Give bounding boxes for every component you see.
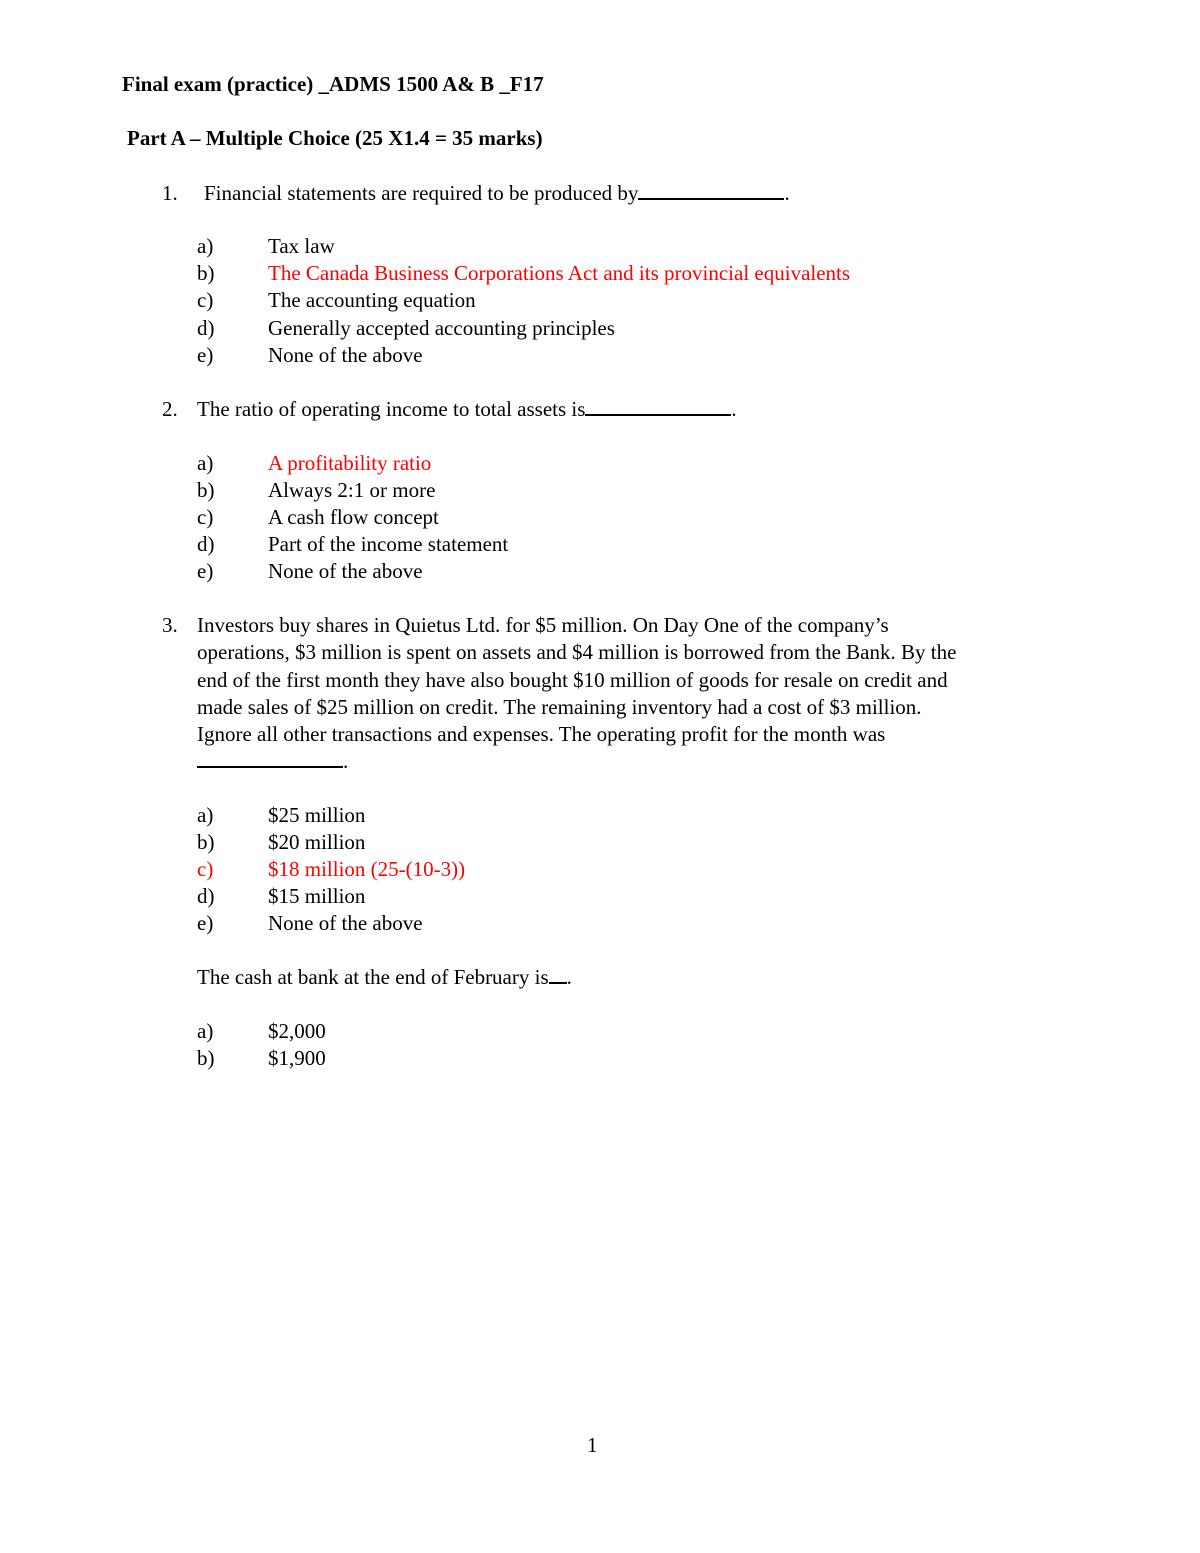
option-text: None of the above [268, 343, 423, 367]
question-line: end of the first month they have also bought $10 million of goods for resale on credit and [197, 668, 948, 692]
option-text: $20 million [268, 830, 366, 854]
option-letter: d) [197, 884, 215, 908]
option-letter: d) [197, 532, 215, 556]
option-letter: e) [197, 911, 214, 935]
question-stem-end: . [731, 397, 737, 421]
option-text: Part of the income statement [268, 532, 509, 556]
option-letter: d) [197, 316, 215, 340]
option-letter: b) [197, 1046, 215, 1070]
question-stem-end: . [784, 181, 790, 205]
option-letter: e) [197, 343, 214, 367]
question-stem-end: . [343, 749, 349, 773]
question-text [197, 964, 572, 991]
question-line: made sales of $25 million on credit. The remaining inventory had a cost of $3 million. [197, 695, 922, 719]
option-letter-correct: c) [197, 857, 214, 881]
question-stem: Financial statements are required to be produced by [204, 181, 639, 205]
option-text: $2,000 [268, 1019, 326, 1043]
question-line: Investors buy shares in Quietus Ltd. for $5 million. On Day One of the company’s [197, 613, 889, 637]
option-letter: a) [197, 803, 214, 827]
option-letter: a) [197, 234, 214, 258]
answer-blank [585, 396, 731, 416]
option-text-correct: A profitability ratio [268, 451, 432, 475]
option-letter: a) [197, 451, 214, 475]
option-text: Tax law [268, 234, 335, 258]
option-letter: b) [197, 478, 215, 502]
question-text [197, 748, 348, 775]
option-letter: e) [197, 559, 214, 583]
question-text [204, 180, 790, 207]
option-text: None of the above [268, 911, 423, 935]
option-text: None of the above [268, 559, 423, 583]
answer-blank [549, 964, 567, 984]
answer-blank [638, 180, 784, 200]
option-letter: c) [197, 288, 214, 312]
option-text: $15 million [268, 884, 366, 908]
option-letter: b) [197, 261, 215, 285]
question-number: 2. [162, 397, 178, 421]
option-text: $1,900 [268, 1046, 326, 1070]
option-text-correct: $18 million (25-(10-3)) [268, 857, 466, 881]
option-letter: c) [197, 505, 214, 529]
question-stem: The cash at bank at the end of February is [197, 965, 549, 989]
option-text-correct: The Canada Business Corporations Act and its provincial equivalents [268, 261, 851, 285]
page-title: Final exam (practice) _ADMS 1500 A& B _F17 [122, 72, 544, 96]
option-text: A cash flow concept [268, 505, 439, 529]
question-stem-end: . [566, 965, 572, 989]
question-stem: The ratio of operating income to total assets is [197, 397, 586, 421]
question-number: 1. [162, 181, 178, 205]
answer-blank [197, 748, 343, 768]
option-letter: b) [197, 830, 215, 854]
option-text: Always 2:1 or more [268, 478, 436, 502]
page-number: 1 [587, 1433, 598, 1457]
option-letter: a) [197, 1019, 214, 1043]
option-text: The accounting equation [268, 288, 476, 312]
question-number: 3. [162, 613, 178, 637]
question-text [197, 396, 737, 423]
question-line: Ignore all other transactions and expenses. The operating profit for the month was [197, 722, 886, 746]
option-text: Generally accepted accounting principles [268, 316, 615, 340]
question-line: operations, $3 million is spent on assets and $4 million is borrowed from the Bank. By the [197, 640, 957, 664]
section-heading: Part A – Multiple Choice (25 X1.4 = 35 marks) [127, 126, 543, 150]
option-text: $25 million [268, 803, 366, 827]
